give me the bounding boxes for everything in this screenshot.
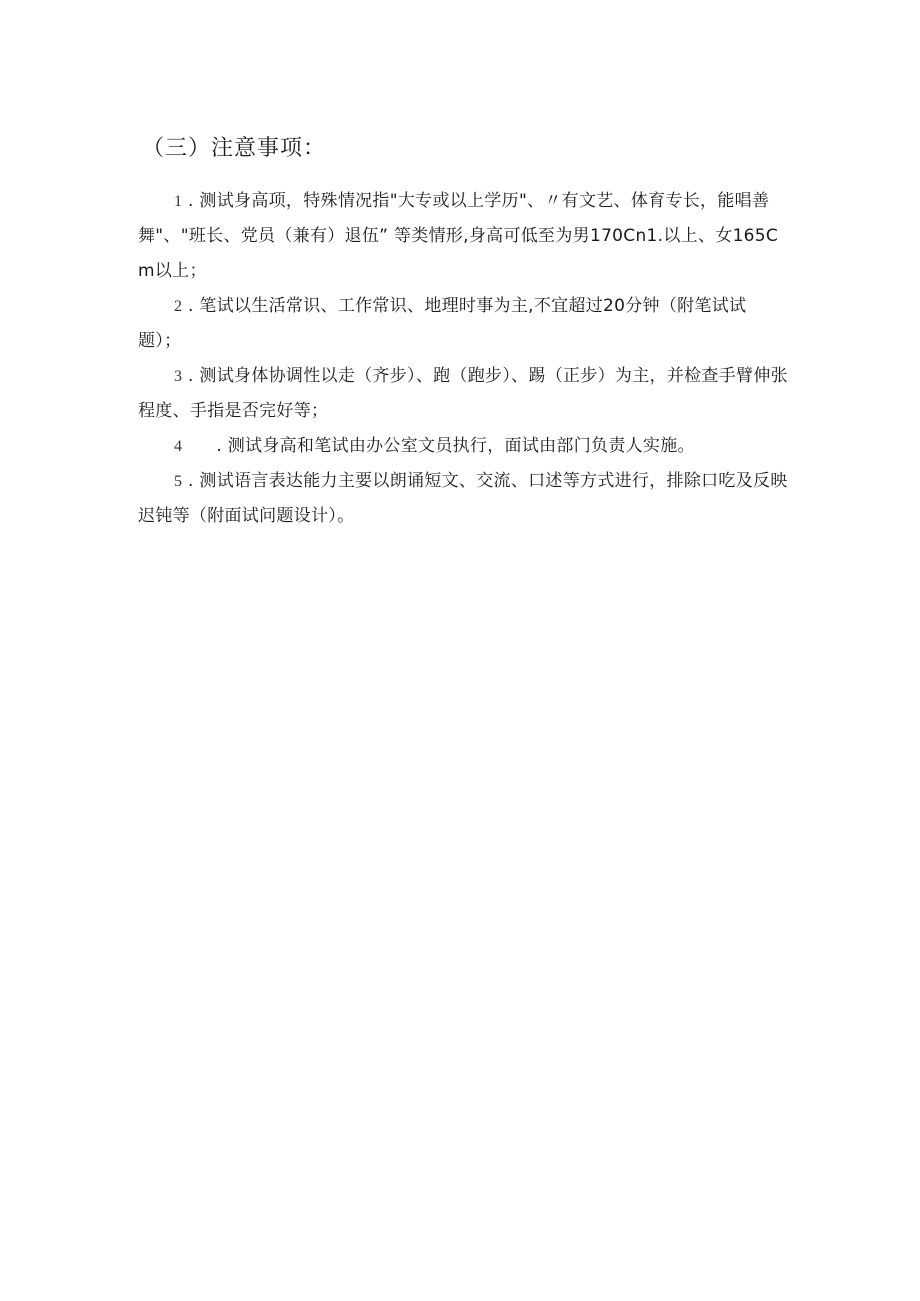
notes-list	[138, 184, 788, 534]
note-number: 4	[174, 438, 183, 455]
note-number: 2	[174, 298, 183, 315]
note-item-3	[138, 359, 788, 429]
note-text: . 测试身体协调性以走（齐步）、跑（跑步）、踢（正步）为主，并检查手臂伸张程度、手指是否完好等；	[138, 366, 788, 421]
note-text: . 笔试以生活常识、工作常识、地理时事为主,不宜超过20分钟（附笔试试题）；	[138, 296, 747, 351]
note-number: 1	[174, 193, 183, 210]
note-item-4	[138, 429, 788, 464]
note-number: 5	[174, 473, 183, 490]
note-item-5	[138, 464, 788, 534]
note-number: 3	[174, 368, 183, 385]
note-text: . 测试语言表达能力主要以朗诵短文、交流、口述等方式进行，排除口吃及反映迟钝等（附面试问题设计）。	[138, 471, 788, 526]
section-heading: （三）注意事项：	[142, 136, 327, 161]
note-item-1	[138, 184, 788, 289]
note-text: . 测试身高和笔试由办公室文员执行，面试由部门负责人实施。	[216, 436, 695, 456]
note-text: . 测试身高项，特殊情况指"大专或以上学历"、〃有文艺、体育专长，能唱善舞"、"班长、党员（兼有）退伍” 等类情形,身高可低至为男170Cn1.以上、女165Cm以上；	[138, 191, 779, 281]
note-item-2	[138, 289, 788, 359]
